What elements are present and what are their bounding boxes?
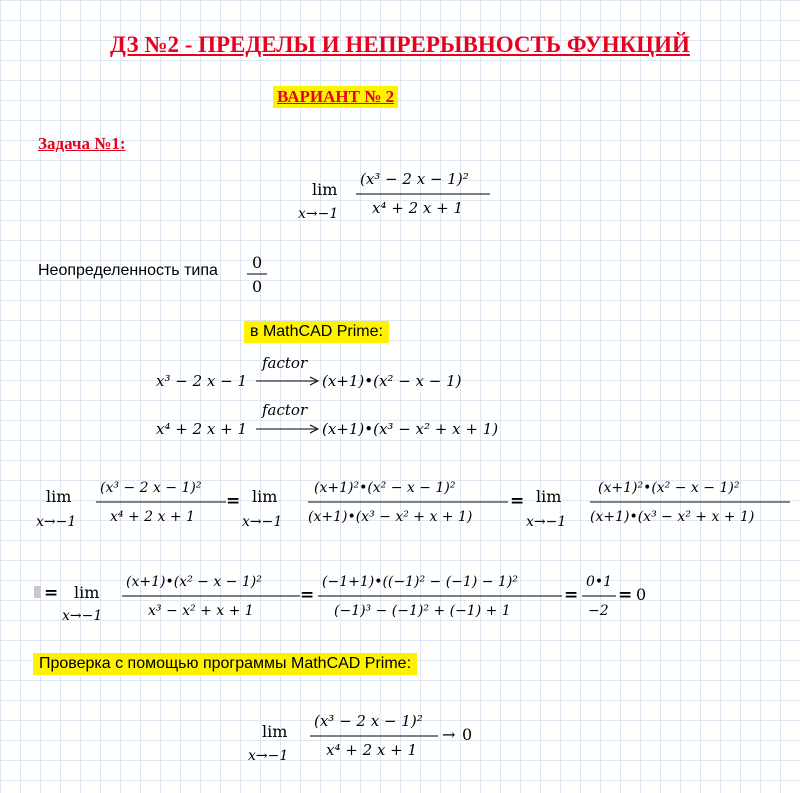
check-result: 0 bbox=[462, 725, 473, 744]
step3-numerator: (−1+1)•((−1)² − (−1) − 1)² bbox=[322, 574, 518, 590]
equals-sign: = bbox=[510, 491, 525, 511]
lim-under: x→−1 bbox=[242, 514, 283, 530]
step1-denominator: (x+1)•(x³ − x² + x + 1) bbox=[308, 509, 473, 525]
chain-line-2 bbox=[30, 556, 670, 631]
step1-numerator: (x+1)²•(x² − x − 1)² bbox=[314, 480, 456, 496]
variant-label: ВАРИАНТ № 2 bbox=[273, 86, 398, 108]
equals-sign: = bbox=[618, 585, 633, 605]
lim-text: lim bbox=[536, 487, 562, 506]
step3-denominator: (−1)³ − (−1)² + (−1) + 1 bbox=[334, 603, 511, 619]
denominator: x⁴ + 2 x + 1 bbox=[372, 199, 463, 217]
lim-under: x→−1 bbox=[36, 514, 77, 530]
factor-block bbox=[150, 348, 530, 443]
indeterminate-label: Неопределенность типа bbox=[38, 262, 218, 279]
lim-under: x→−1 bbox=[298, 206, 339, 222]
factor1-keyword: factor bbox=[262, 354, 308, 372]
zero-den: 0 bbox=[252, 277, 263, 296]
chain-result: 0 bbox=[636, 585, 647, 604]
lim-text: lim bbox=[312, 180, 338, 199]
lim-under: x→−1 bbox=[248, 748, 289, 764]
equals-sign: = bbox=[300, 585, 315, 605]
lim-text: lim bbox=[252, 487, 278, 506]
lim-under: x→−1 bbox=[62, 608, 103, 624]
factor2-left: x⁴ + 2 x + 1 bbox=[156, 420, 247, 438]
step2-denominator: x³ − x² + x + 1 bbox=[148, 603, 254, 619]
factor2-right: (x+1)•(x³ − x² + x + 1) bbox=[322, 420, 499, 438]
factor1-left: x³ − 2 x − 1 bbox=[156, 372, 247, 390]
numerator: (x³ − 2 x − 1)² bbox=[100, 480, 202, 496]
chain-line-1 bbox=[30, 460, 800, 535]
arrow-symbol: → bbox=[442, 725, 456, 744]
step1b-numerator: (x+1)²•(x² − x − 1)² bbox=[598, 480, 740, 496]
step4-numerator: 0•1 bbox=[586, 574, 613, 590]
mathcad-label: в MathCAD Prime: bbox=[244, 321, 389, 343]
denominator: x⁴ + 2 x + 1 bbox=[110, 509, 195, 525]
lim-text: lim bbox=[74, 583, 100, 602]
limit-expression-1 bbox=[290, 150, 500, 230]
equals-sign: = bbox=[226, 491, 241, 511]
equals-sign: = bbox=[44, 583, 59, 603]
denominator: x⁴ + 2 x + 1 bbox=[326, 741, 417, 759]
numerator: (x³ − 2 x − 1)² bbox=[314, 712, 423, 730]
zero-num: 0 bbox=[252, 253, 263, 272]
task-label: Задача №1: bbox=[38, 134, 126, 153]
lim-text: lim bbox=[46, 487, 72, 506]
numerator: (x³ − 2 x − 1)² bbox=[360, 170, 469, 188]
step1b-denominator: (x+1)•(x³ − x² + x + 1) bbox=[590, 509, 755, 525]
step2-numerator: (x+1)•(x² − x − 1)² bbox=[126, 574, 262, 590]
lim-text: lim bbox=[262, 722, 288, 741]
zero-over-zero bbox=[243, 248, 273, 298]
check-label: Проверка с помощью программы MathCAD Prime: bbox=[33, 653, 417, 675]
lim-under: x→−1 bbox=[526, 514, 567, 530]
factor1-right: (x+1)•(x² − x − 1) bbox=[322, 372, 462, 390]
equals-sign: = bbox=[564, 585, 579, 605]
page-title: ДЗ №2 - ПРЕДЕЛЫ И НЕПРЕРЫВНОСТЬ ФУНКЦИЙ bbox=[110, 32, 690, 57]
factor2-keyword: factor bbox=[262, 401, 308, 419]
cursor-marker bbox=[34, 586, 41, 598]
check-expression bbox=[242, 692, 492, 772]
step4-denominator: −2 bbox=[588, 603, 609, 619]
